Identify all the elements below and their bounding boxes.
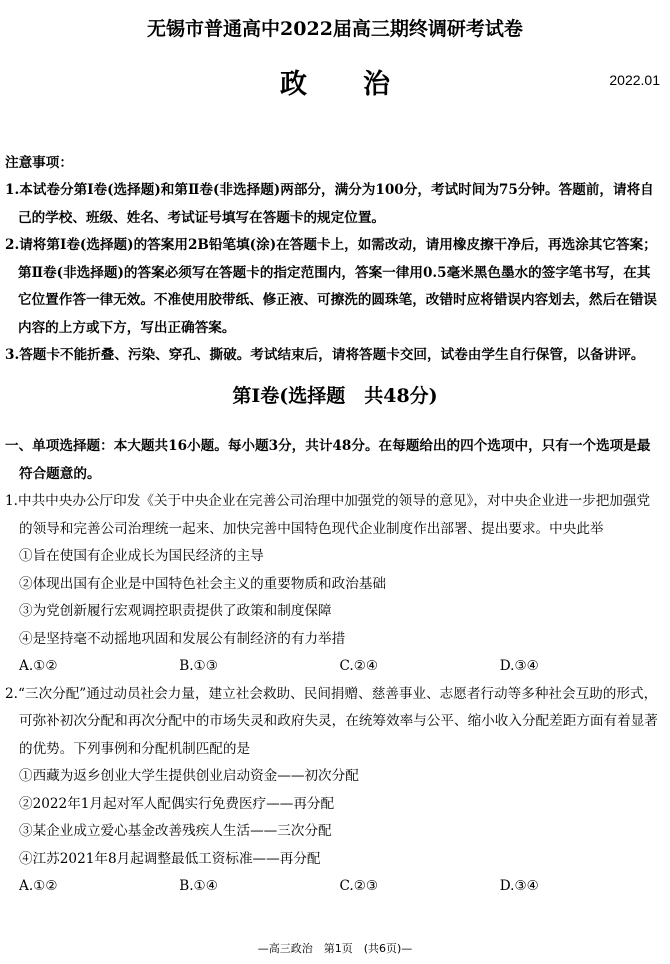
exam-date: 2022.01	[609, 72, 660, 88]
statement: ①旨在使国有企业成长为国民经济的主导	[19, 548, 264, 564]
question-area	[5, 433, 660, 901]
option-b: B.①③	[179, 658, 218, 674]
options-row	[5, 653, 660, 681]
notice-item: 3.答题卡不能折叠、污染、穿孔、撕破。考试结束后，请将答题卡交回，试卷由学生自行保管，以备讲评。	[5, 347, 645, 363]
option-c: C.②④	[339, 658, 379, 674]
statement: ①西藏为返乡创业大学生提供创业启动资金——初次分配	[19, 768, 359, 784]
option-d: D.③④	[499, 878, 539, 894]
page-footer: —高三政治 第1页 (共6页)—	[257, 942, 413, 955]
question-stem: 1.中共中央办公厅印发《关于中央企业在完善公司治理中加强党的领导的意见》，对中央企业进一步把加强党的领导和完善公司治理统一起来、加快完善中国特色现代企业制度作出部署、提出要求。中央此举	[5, 493, 651, 537]
statement: ④江苏2021年8月起调整最低工资标准——再分配	[19, 850, 321, 867]
section-title: 第Ⅰ卷(选择题 共48分)	[232, 385, 438, 407]
statement: ②2022年1月起对军人配偶实行免费医疗——再分配	[19, 795, 335, 812]
option-c: C.②③	[339, 878, 379, 894]
notice-item: 2.请将第Ⅰ卷(选择题)的答案用2B铅笔填(涂)在答题卡上，如需改动，请用橡皮擦干净后，再选涂其它答案；第Ⅱ卷(非选择题)的答案必须写在答题卡的指定范围内，答案一律用0.5毫米黑色墨水的签字笔书写，在其它位置作答一律无效。不准使用胶带纸、修正液、可擦洗的圆珠笔，改错时应将错误内容划去，然后在错误内容的上方或下方，写出正确答案。	[5, 237, 657, 336]
option-b: B.①④	[179, 878, 218, 894]
notice-heading: 注意事项：	[5, 155, 73, 171]
statement: ③为党创新履行宏观调控职责提供了政策和制度保障	[19, 603, 332, 619]
statement: ④是坚持毫不动摇地巩固和发展公有制经济的有力举措	[19, 630, 346, 647]
option-d: D.③④	[499, 658, 539, 674]
section-intro: 一、单项选择题：本大题共16小题。每小题3分，共计48分。在每题给出的四个选项中，只有一个选项是最符合题意的。	[5, 438, 651, 482]
question-2	[5, 681, 660, 901]
option-a: A.①②	[19, 658, 58, 674]
question-stem: 2.“三次分配”通过动员社会力量，建立社会救助、民间捐赠、慈善事业、志愿者行动等多种社会互助的形式，可弥补初次分配和再次分配中的市场失灵和政府失灵，在统筹效率与公平、缩小收入分配差距方面有着显著的优势。下列事例和分配机制匹配的是	[5, 685, 658, 757]
statement: ②体现出国有企业是中国特色社会主义的重要物质和政治基础	[19, 575, 387, 592]
statement: ③某企业成立爱心基金改善残疾人生活——三次分配	[19, 823, 332, 839]
question-1	[5, 488, 660, 681]
subject-title: 政治	[280, 69, 446, 100]
notice-list	[5, 177, 660, 370]
options-row	[5, 873, 660, 901]
notice-item: 1.本试卷分第Ⅰ卷(选择题)和第Ⅱ卷(非选择题)两部分，满分为100分，考试时间为75分钟。答题前，请将自己的学校、班级、姓名、考试证号填写在答题卡的规定位置。	[5, 182, 654, 226]
option-a: A.①②	[19, 878, 58, 894]
exam-title: 无锡市普通高中2022届高三期终调研考试卷	[147, 18, 523, 40]
